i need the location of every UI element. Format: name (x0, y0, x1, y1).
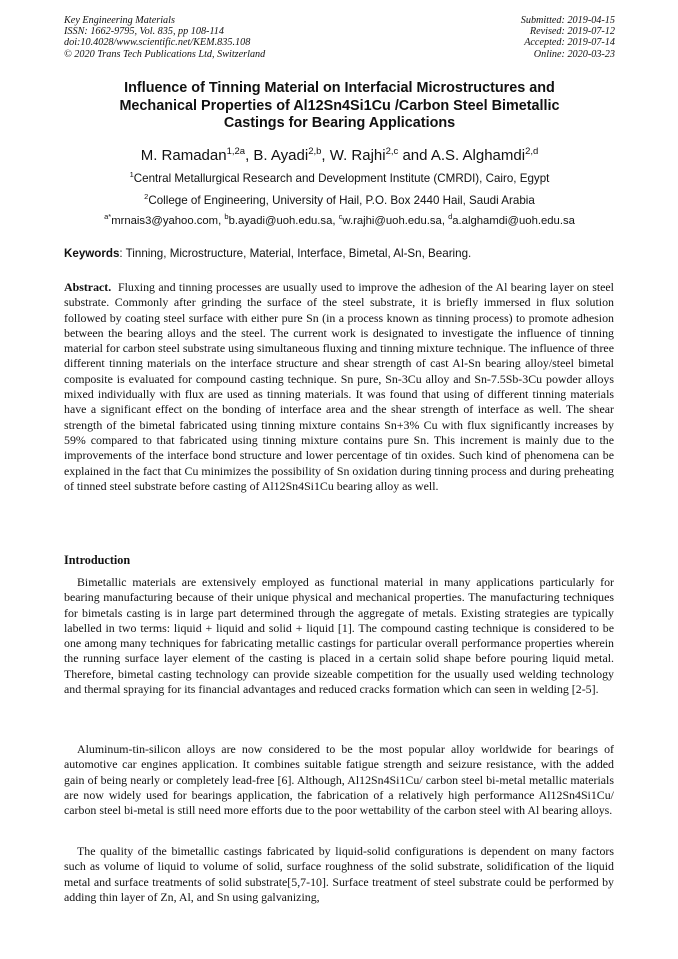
keywords (64, 247, 615, 261)
title-line: Castings for Bearing Applications (223, 115, 456, 132)
affiliation-1 (64, 168, 615, 186)
copyright-line: © 2020 Trans Tech Publications Ltd, Switzerland (64, 48, 266, 60)
email-address: a.alghamdi@uoh.edu.sa (452, 214, 575, 227)
introduction-heading: Introduction (64, 553, 131, 567)
author-separator: and (398, 147, 431, 164)
email-separator: , (441, 214, 449, 227)
abstract-label: Abstract. (64, 280, 112, 294)
author-separator: , (321, 147, 330, 164)
email-address: b.ayadi@uoh.edu.sa (228, 214, 333, 227)
affiliation-mark: 1 (129, 170, 134, 179)
email-address: mrnais3@yahoo.com (111, 214, 219, 227)
introduction-paragraph: Aluminum-tin-silicon alloys are now considered to be the most popular alloy worldwide for bearings of automotive car engines application. It combines suitable fatigue strength and seizure resistance, with the added gain of being nearly or completely lead-free [6]. Although, Al12Sn4Si1Cu/ carbon steel bi-metal metallic materials are now widely used for bearings application, the fabrication of a relatively high performance Al12Sn4Si1Cu/ carbon steel bi-metal is still need more efforts due to the poor wettability of the carbon steel with Al bearing alloys. (64, 742, 614, 818)
author-separator: , (245, 147, 254, 164)
author-name: B. Ayadi (253, 147, 309, 164)
revised-date: Revised: 2019-07-12 (529, 26, 615, 38)
author-affiliation-mark: 2,c (385, 146, 399, 157)
journal-info (64, 15, 265, 60)
issn-line: ISSN: 1662-9795, Vol. 835, pp 108-114 (64, 26, 224, 38)
keywords-text: : Tinning, Microstructure, Material, Interface, Bimetal, Al-Sn, Bearing. (119, 247, 472, 260)
online-date: Online: 2020-03-23 (533, 48, 615, 60)
author-name: M. Ramadan (140, 147, 227, 164)
doi-line: doi:10.4028/www.scientific.net/KEM.835.108 (64, 37, 251, 49)
email-mark: c (338, 212, 343, 221)
email-mark: b (224, 212, 229, 221)
email-separator: , (218, 214, 225, 227)
keywords-label: Keywords (64, 247, 120, 260)
introduction-paragraph: The quality of the bimetallic castings fabricated by liquid-solid configurations is dependent on many factors such as volume of liquid to volume of solid, surface roughness of the solid substrate, solidification of the liquid metal and surface treatments of solid substrate[5,7-10]. Surface treatment of steel substrate could be performed by adding thin layer of Zn, Al, and Sn using galvanizing, (64, 844, 614, 904)
affiliation-mark: 2 (144, 192, 149, 201)
paper-title (64, 80, 615, 133)
email-separator: , (332, 214, 339, 227)
email-address: w.rajhi@uoh.edu.sa (342, 214, 442, 227)
abstract (64, 280, 614, 494)
accepted-date: Accepted: 2019-07-14 (524, 37, 615, 49)
author-name: A.S. Alghamdi (430, 147, 526, 164)
title-line: Mechanical Properties of Al12Sn4Si1Cu /Carbon Steel Bimetallic (119, 97, 560, 114)
title-line: Influence of Tinning Material on Interfacial Microstructures and (124, 80, 555, 96)
author-list (64, 143, 615, 165)
author-affiliation-mark: 2,b (308, 146, 322, 157)
author-name: W. Rajhi (329, 147, 386, 164)
affiliation-text: Central Metallurgical Research and Development Institute (CMRDI), Cairo, Egypt (133, 171, 550, 185)
affiliation-2 (64, 190, 615, 208)
email-mark: a* (104, 212, 112, 221)
journal-name: Key Engineering Materials (64, 15, 175, 26)
author-affiliation-mark: 1,2a (226, 146, 246, 157)
email-mark: d (448, 212, 453, 221)
email-list (64, 210, 615, 228)
introduction-paragraph: Bimetallic materials are extensively employed as functional material in many applications particularly for bearing manufacturing because of their unique physical and mechanical properties. The manufacturing techniques for bimetals casting is in large part determined through the aggregate of metals. Existing strategies are typically labelled in two terms: liquid + liquid and solid + liquid [1]. The compound casting technique is considered to be one among many techniques for fabricating metallic castings for particular overall performance properties wherein the running surface layer element of the casting is placed in a certain solid shape before pouring liquid metal. Therefore, bimetal casting technology can provide sizeable competition for the usually used welding technology and thermal spraying for its financial advantages and reduced cracks formation which can seen in welding [2-5]. (64, 575, 614, 697)
author-affiliation-mark: 2,d (525, 146, 539, 157)
affiliation-text: College of Engineering, University of Hail, P.O. Box 2440 Hail, Saudi Arabia (148, 193, 535, 207)
submitted-date: Submitted: 2019-04-15 (520, 15, 615, 26)
abstract-text: Fluxing and tinning processes are usually used to improve the adhesion of the Al bearing layer on steel substrate. Commonly after grinding the surface of the steel substrate, it is briefly immersed in flux solution followed by coating steel surface with either pure Sn (in a process known as tinning process) to promote adhesion between the bearing alloys and the steel. The current work is designated to investigate the influence of tinning material for carbon steel substrate using simultaneous fluxing and tinning mixture technique. The influence of three different tinning materials on the interface structure and shear strength of cast Al-Sn bearing alloy/steel bimetal composite is evaluated for compound casting technique. Sn pure, Sn-3Cu alloy and Sn-7.5Sb-3Cu powder alloys mixed individually with flux are used as tinning materials. It was found that using of different tinning materials have a significant effect on the bonding of interface area and the shear strength of interface as well. The shear strength of the bimetal fabricated using tinning mixture contains Sn+3% Cu with flux significantly increases by 59% compared to that fabricated using tinning mixture contains pure Sn. This increment is mainly due to the improvements of the interface bond structure and lower percentage of tin oxides. Such kind of phenomena can be explained in the fact that Cu minimizes the possibility of Sn oxidation during tinning process and during preheating of tinned steel substrate before casting of Al12Sn4Si1Cu bearing alloy as well. (64, 280, 614, 493)
publication-dates (521, 15, 615, 60)
